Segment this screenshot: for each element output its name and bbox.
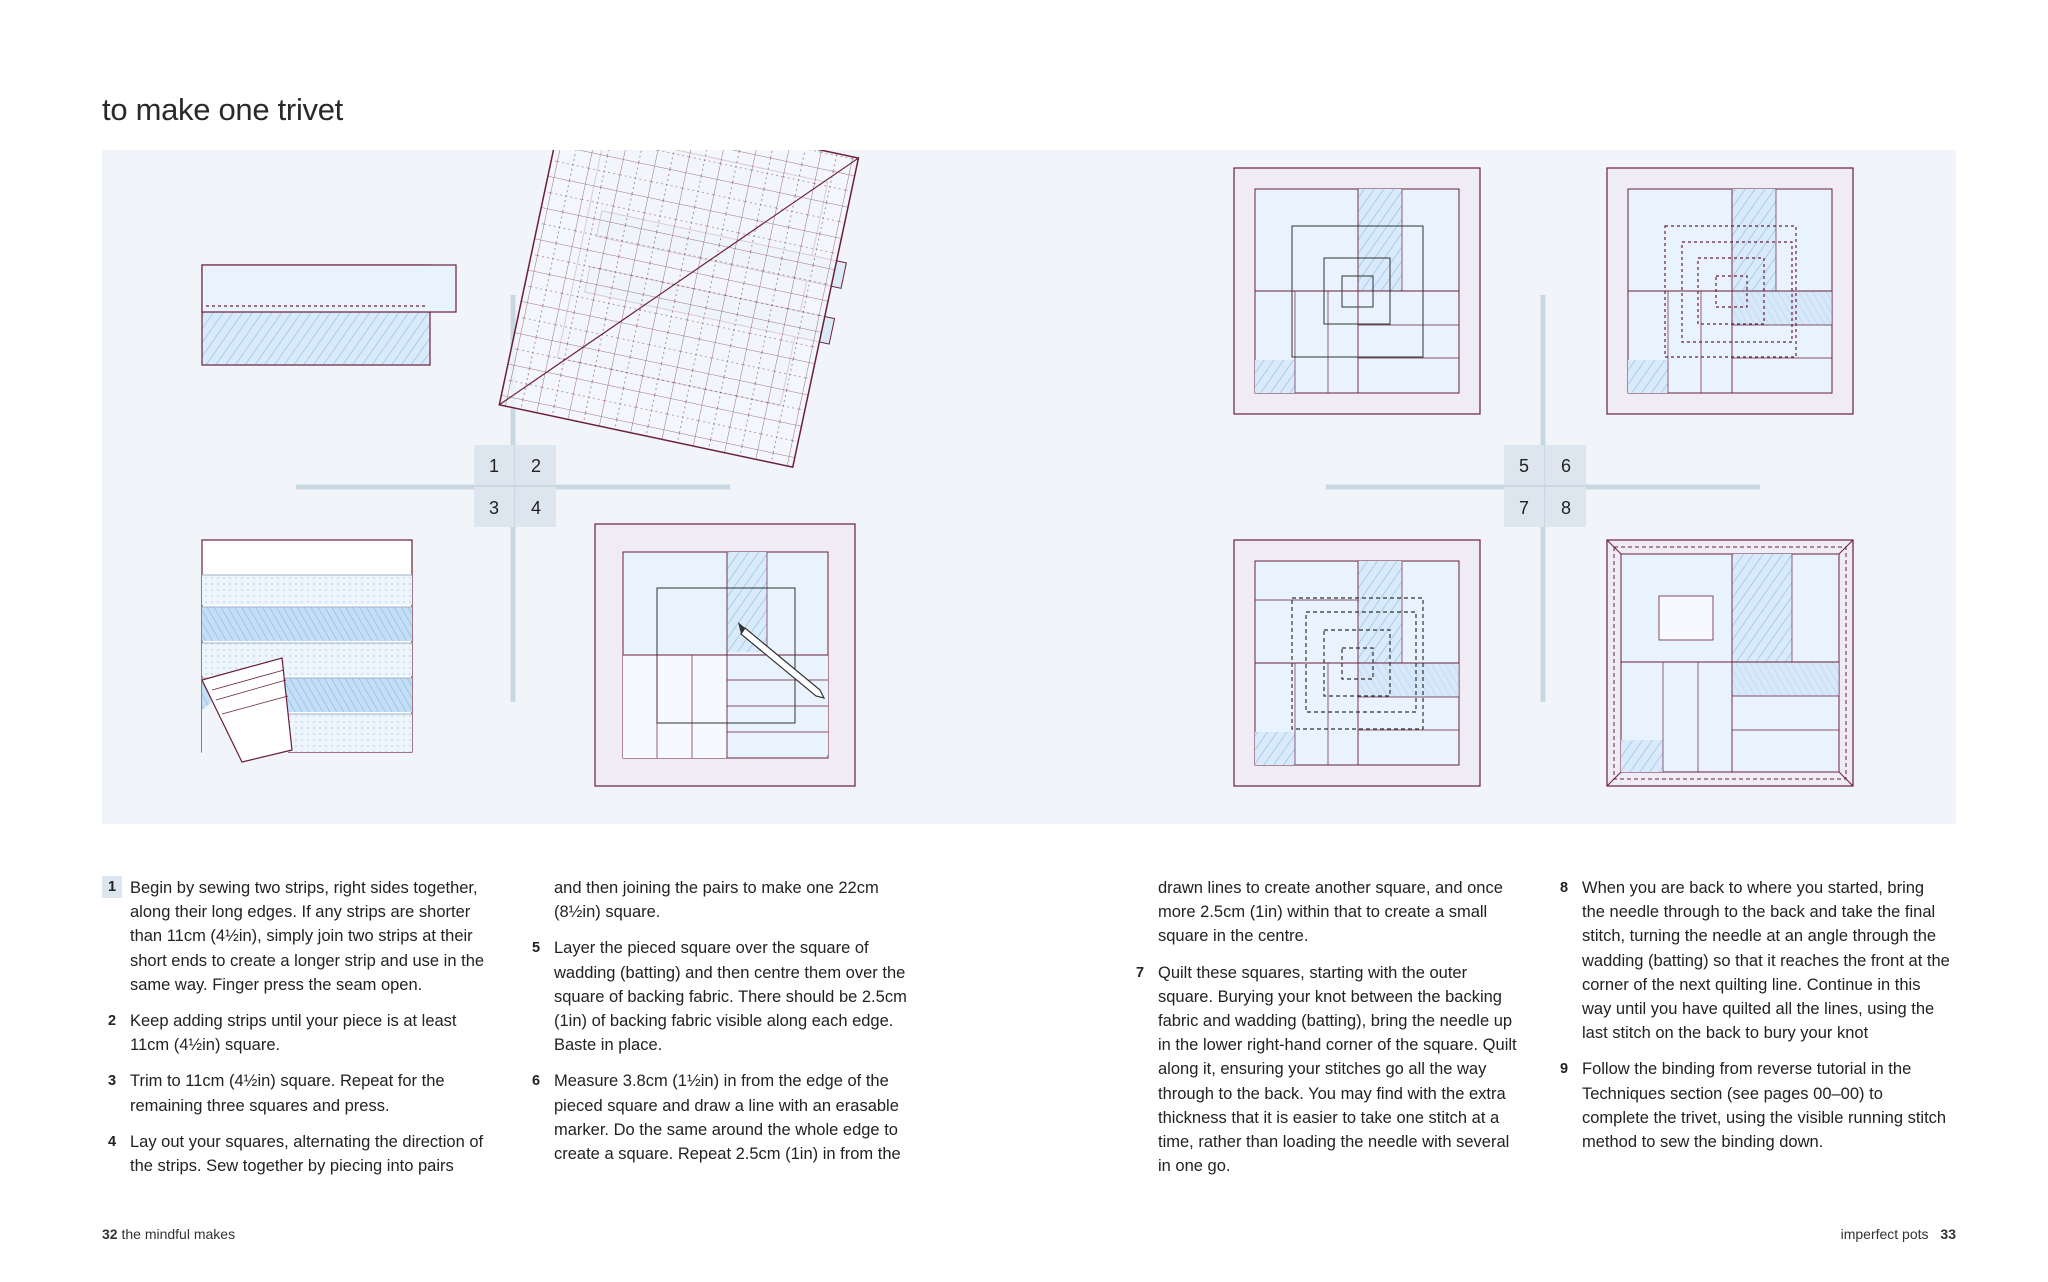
step-text: Layer the pieced square over the square of wadding (batting) and then centre them over the square of backing fabric. There should be 2.5cm (1in) of backing fabric visible along each edge. Baste in place. [554, 939, 907, 1055]
label-step-8: 8 [1560, 498, 1572, 518]
step-text: Measure 3.8cm (1½in) in from the edge of the pieced square and draw a line with an erasable marker. Do the same around the whole edge to create a square. Repeat 2.5cm (1in) in from the [554, 1072, 901, 1164]
page-number-left: 32 [102, 1226, 118, 1242]
step-number: 5 [531, 940, 541, 957]
step-4 [102, 1130, 498, 1178]
step-text: Trim to 11cm (4½in) square. Repeat for the remaining three squares and press. [130, 1072, 445, 1115]
step-text: Begin by sewing two strips, right sides together, along their long edges. If any strips are shorter than 11cm (4½in), simply join two strips at their short ends to create a longer strip and use in the same way. Finger press the seam open. [130, 879, 485, 994]
instructions-column-3 [1130, 876, 1526, 1190]
step-8-illustration [1607, 540, 1853, 786]
step-text: Lay out your squares, alternating the direction of the strips. Sew together by piecing into pairs [130, 1132, 484, 1176]
step-text: and then joining the pairs to make one 22cm (8½in) square. [554, 879, 879, 922]
label-step-3: 3 [488, 498, 500, 518]
step-6-continued [1130, 876, 1526, 949]
step-text: Follow the binding from reverse tutorial in the Techniques section (see pages 00–00) to complete the trivet, using the visible running stitch method to sew the binding down. [1582, 1060, 1947, 1152]
instructions-column-1 [102, 876, 498, 1190]
label-step-6: 6 [1560, 456, 1572, 476]
label-step-1: 1 [488, 456, 500, 476]
step-number: 4 [107, 1133, 117, 1150]
running-title-right: imperfect pots [1840, 1226, 1929, 1242]
diagram-panel [102, 150, 1956, 824]
step-number: 8 [1559, 880, 1569, 896]
label-step-5: 5 [1518, 456, 1530, 476]
footer-right [1841, 1226, 1956, 1242]
instruction-diagrams [102, 150, 1956, 824]
step-5 [526, 936, 922, 1057]
step-number: 7 [1135, 964, 1145, 981]
instructions-column-4 [1554, 876, 1950, 1166]
step-number: 1 [102, 876, 122, 898]
step-8 [1554, 876, 1950, 1045]
step-number: 2 [107, 1013, 117, 1030]
step-text: drawn lines to create another square, and once more 2.5cm (1in) within that to create a small square in the centre. [1158, 879, 1503, 946]
step-9 [1554, 1057, 1950, 1154]
step-2 [102, 1009, 498, 1057]
running-title-left: the mindful makes [121, 1226, 236, 1242]
step-2-illustration [499, 150, 868, 469]
step-1 [102, 876, 498, 997]
step-6-illustration [1607, 168, 1853, 414]
step-3 [102, 1069, 498, 1117]
step-5-illustration [1234, 168, 1480, 414]
page-number-right: 33 [1940, 1226, 1956, 1242]
step-3-illustration [202, 540, 412, 762]
step-7 [1130, 961, 1526, 1179]
step-text: Quilt these squares, starting with the outer square. Burying your knot between the backing fabric and wadding (batting), bring the needle up in the lower right-hand corner of the square. Quilt along it, ensuring your stitches go all the way through to the back. You may find with the extra thickness that it is easier to take one stitch at a time, rather than loading the needle with several in one go. [1158, 963, 1517, 1176]
step-text: Keep adding strips until your piece is at least 11cm (4½in) square. [130, 1012, 457, 1055]
label-step-4: 4 [530, 498, 542, 518]
step-7-illustration [1234, 540, 1480, 786]
step-number: 6 [531, 1073, 541, 1090]
label-step-2: 2 [530, 456, 542, 476]
label-step-7: 7 [1518, 498, 1530, 518]
step-6 [526, 1069, 922, 1166]
footer-left [102, 1226, 235, 1242]
step-4-continued [526, 876, 922, 924]
instructions-column-2 [526, 876, 922, 1178]
step-1-illustration [202, 265, 456, 365]
step-4-illustration [595, 524, 855, 786]
page-title: to make one trivet [102, 92, 343, 127]
step-text: When you are back to where you started, bring the needle through to the back and take the final stitch, turning the needle at an angle through the wadding (batting) so that it reaches the front at the corner of the next quilting line. Continue in this way until you have quilted all the lines, using the last stitch on the back to bury your knot [1582, 879, 1950, 1043]
step-number: 9 [1559, 1061, 1569, 1078]
step-number: 3 [107, 1073, 117, 1090]
